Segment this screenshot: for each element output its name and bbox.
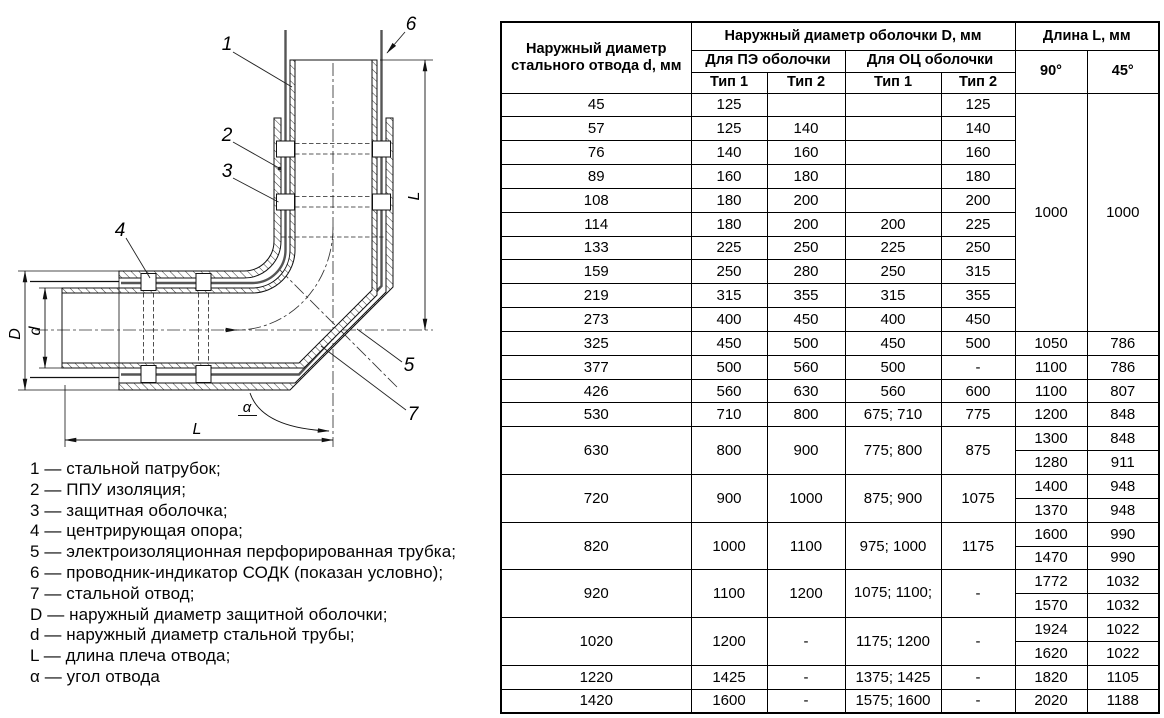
header-oc-type1: Тип 1 (845, 72, 941, 93)
table-row (501, 570, 1159, 594)
cell-l90: 1100 (1015, 355, 1087, 379)
cell-l90: 1000 (1015, 93, 1087, 331)
cell-pe1: 180 (691, 212, 767, 236)
cell-oc2: - (941, 570, 1015, 618)
cell-oc2: - (941, 689, 1015, 713)
cell-pe1: 225 (691, 236, 767, 260)
cell-oc2: 200 (941, 188, 1015, 212)
cell-l90: 1100 (1015, 379, 1087, 403)
cell-oc2: 125 (941, 93, 1015, 117)
header-shell-diameter-group: Наружный диаметр оболочки D, мм (691, 22, 1015, 50)
cell-oc2: 160 (941, 141, 1015, 165)
cell-oc2: 1175 (941, 522, 1015, 570)
cell-l45: 1032 (1087, 594, 1159, 618)
cell-l45: 786 (1087, 355, 1159, 379)
cell-oc1: 400 (845, 308, 941, 332)
legend-item: d — наружный диаметр стальной трубы; (30, 625, 355, 645)
cell-pe2: 630 (767, 379, 845, 403)
cell-pe2: 180 (767, 165, 845, 189)
cell-pe2: 500 (767, 331, 845, 355)
cell-oc1: 315 (845, 284, 941, 308)
cell-oc1: 250 (845, 260, 941, 284)
cell-oc2: 355 (941, 284, 1015, 308)
cell-oc2: 500 (941, 331, 1015, 355)
cell-pe2: - (767, 665, 845, 689)
cell-oc1 (845, 93, 941, 117)
cell-pe2: 355 (767, 284, 845, 308)
cell-oc1: 1575; 1600 (845, 689, 941, 713)
cell-pe1: 1600 (691, 689, 767, 713)
cell-l90: 1200 (1015, 403, 1087, 427)
steel-pipe-walls (62, 60, 377, 368)
table-row (501, 475, 1159, 499)
dim-label-L-side: L (406, 191, 423, 201)
legend-item: 7 — стальной отвод; (30, 583, 195, 603)
cell-d: 108 (501, 188, 691, 212)
cell-d: 720 (501, 475, 691, 523)
cell-l45: 990 (1087, 546, 1159, 570)
cell-pe2 (767, 93, 845, 117)
table-row (501, 665, 1159, 689)
cell-pe1: 1200 (691, 618, 767, 666)
cell-pe2: 900 (767, 427, 845, 475)
callout-1: 1 (221, 34, 233, 55)
dim-label-L-bottom: L (192, 421, 202, 438)
cell-d: 630 (501, 427, 691, 475)
cell-oc1: 500 (845, 355, 941, 379)
legend-item: 6 — проводник-индикатор СОДК (показан условно); (30, 562, 444, 582)
cell-d: 57 (501, 117, 691, 141)
dim-label-d: d (27, 326, 44, 336)
cell-oc1 (845, 117, 941, 141)
cell-d: 325 (501, 331, 691, 355)
cell-d: 426 (501, 379, 691, 403)
cell-oc2: 450 (941, 308, 1015, 332)
table-row (501, 403, 1159, 427)
table-row (501, 355, 1159, 379)
header-length-group: Длина L, мм (1015, 22, 1159, 50)
cell-oc1: 1075; 1100; (845, 570, 941, 618)
cell-oc1: 200 (845, 212, 941, 236)
header-pe-type2: Тип 2 (767, 72, 845, 93)
cell-d: 1020 (501, 618, 691, 666)
cell-l45: 1105 (1087, 665, 1159, 689)
cell-l90: 1924 (1015, 618, 1087, 642)
cell-l45: 948 (1087, 498, 1159, 522)
callout-5: 5 (403, 355, 415, 376)
elbow-technical-drawing (0, 0, 497, 460)
legend-item: α — угол отвода (30, 666, 160, 686)
legend-item: D — наружный диаметр защитной оболочки; (30, 604, 388, 624)
cell-oc1: 225 (845, 236, 941, 260)
header-90deg: 90° (1015, 50, 1087, 93)
cell-l90: 1470 (1015, 546, 1087, 570)
cell-pe1: 180 (691, 188, 767, 212)
dim-label-D: D (7, 328, 24, 340)
cell-l90: 1280 (1015, 451, 1087, 475)
table-row (501, 427, 1159, 451)
cell-oc1 (845, 165, 941, 189)
callout-3: 3 (221, 161, 233, 182)
cell-oc1: 1175; 1200 (845, 618, 941, 666)
cell-d: 89 (501, 165, 691, 189)
cell-pe1: 400 (691, 308, 767, 332)
cell-l45: 848 (1087, 403, 1159, 427)
header-steel-diameter: Наружный диаметр стального отвода d, мм (501, 22, 691, 93)
cell-d: 273 (501, 308, 691, 332)
cell-pe2: 800 (767, 403, 845, 427)
header-45deg: 45° (1087, 50, 1159, 93)
cell-l45: 1188 (1087, 689, 1159, 713)
cell-oc2: 600 (941, 379, 1015, 403)
cell-l90: 1772 (1015, 570, 1087, 594)
spec-table-head (501, 22, 1159, 93)
cell-pe1: 140 (691, 141, 767, 165)
legend-item: 5 — электроизоляционная перфорированная трубка; (30, 542, 457, 562)
cell-oc1: 675; 710 (845, 403, 941, 427)
cell-l90: 1820 (1015, 665, 1087, 689)
cell-oc1: 975; 1000 (845, 522, 941, 570)
cell-pe1: 125 (691, 117, 767, 141)
cell-d: 820 (501, 522, 691, 570)
cell-l45: 990 (1087, 522, 1159, 546)
cell-d: 76 (501, 141, 691, 165)
cell-l90: 1570 (1015, 594, 1087, 618)
cell-pe2: 250 (767, 236, 845, 260)
cell-d: 114 (501, 212, 691, 236)
cell-pe1: 710 (691, 403, 767, 427)
cell-l45: 948 (1087, 475, 1159, 499)
cell-oc2: 180 (941, 165, 1015, 189)
cell-l45: 1032 (1087, 570, 1159, 594)
cell-pe2: 140 (767, 117, 845, 141)
cell-oc1: 875; 900 (845, 475, 941, 523)
legend-item: 1 — стальной патрубок; (30, 459, 221, 478)
cell-oc2: 250 (941, 236, 1015, 260)
legend-item: 4 — центрирующая опора; (30, 521, 243, 541)
spec-table-body (501, 93, 1159, 713)
cell-pe2: 200 (767, 212, 845, 236)
elbow-drawing-svg (0, 0, 497, 460)
cell-d: 133 (501, 236, 691, 260)
cell-l90: 1300 (1015, 427, 1087, 451)
callout-6: 6 (405, 14, 417, 35)
cell-pe1: 800 (691, 427, 767, 475)
cell-pe1: 250 (691, 260, 767, 284)
cell-d: 1420 (501, 689, 691, 713)
cell-pe2: 450 (767, 308, 845, 332)
cell-pe1: 125 (691, 93, 767, 117)
cell-pe1: 450 (691, 331, 767, 355)
cell-d: 159 (501, 260, 691, 284)
cell-oc2: - (941, 618, 1015, 666)
cell-oc2: - (941, 355, 1015, 379)
spec-table (500, 21, 1160, 714)
table-row (501, 379, 1159, 403)
cell-oc1: 560 (845, 379, 941, 403)
cell-pe2: 1000 (767, 475, 845, 523)
table-row (501, 618, 1159, 642)
header-oc-shell: Для ОЦ оболочки (845, 50, 1015, 72)
callout-2: 2 (221, 125, 233, 146)
cell-d: 530 (501, 403, 691, 427)
cell-l90: 1620 (1015, 641, 1087, 665)
cell-oc2: 315 (941, 260, 1015, 284)
cell-oc2: 1075 (941, 475, 1015, 523)
header-pe-shell: Для ПЭ оболочки (691, 50, 845, 72)
casing-walls (119, 118, 393, 390)
cell-d: 920 (501, 570, 691, 618)
cell-pe1: 500 (691, 355, 767, 379)
cell-pe1: 1000 (691, 522, 767, 570)
cell-oc2: 775 (941, 403, 1015, 427)
cell-l90: 2020 (1015, 689, 1087, 713)
cell-pe1: 1425 (691, 665, 767, 689)
cell-pe2: - (767, 689, 845, 713)
legend-item: 3 — защитная оболочка; (30, 500, 228, 520)
callout-4: 4 (114, 220, 126, 241)
table-row (501, 689, 1159, 713)
cell-oc1 (845, 188, 941, 212)
leader-dot (278, 167, 281, 170)
cell-l90: 1050 (1015, 331, 1087, 355)
table-row (501, 522, 1159, 546)
cell-oc2: 875 (941, 427, 1015, 475)
dim-label-alpha: α (242, 399, 252, 416)
cell-l45: 911 (1087, 451, 1159, 475)
cell-oc1: 1375; 1425 (845, 665, 941, 689)
header-oc-type2: Тип 2 (941, 72, 1015, 93)
cell-l45: 848 (1087, 427, 1159, 451)
cell-pe1: 900 (691, 475, 767, 523)
legend-item: L — длина плеча отвода; (30, 646, 231, 666)
cell-l45: 1000 (1087, 93, 1159, 331)
cell-l90: 1600 (1015, 522, 1087, 546)
cell-l45: 786 (1087, 331, 1159, 355)
cell-pe2: 560 (767, 355, 845, 379)
cell-oc2: 140 (941, 117, 1015, 141)
legend-item: 2 — ППУ изоляция; (30, 479, 187, 499)
cell-oc2: - (941, 665, 1015, 689)
cell-d: 1220 (501, 665, 691, 689)
cell-pe1: 160 (691, 165, 767, 189)
cell-pe2: 200 (767, 188, 845, 212)
header-pe-type1: Тип 1 (691, 72, 767, 93)
cell-oc1: 775; 800 (845, 427, 941, 475)
cell-d: 219 (501, 284, 691, 308)
cell-pe2: 1200 (767, 570, 845, 618)
callout-7: 7 (407, 404, 419, 425)
table-row (501, 93, 1159, 117)
cell-oc1 (845, 141, 941, 165)
cell-l45: 1022 (1087, 641, 1159, 665)
cell-l90: 1370 (1015, 498, 1087, 522)
cell-l45: 807 (1087, 379, 1159, 403)
cell-oc1: 450 (845, 331, 941, 355)
header-row-1 (501, 22, 1159, 50)
cell-oc2: 225 (941, 212, 1015, 236)
cell-pe1: 560 (691, 379, 767, 403)
cell-l45: 1022 (1087, 618, 1159, 642)
cell-d: 45 (501, 93, 691, 117)
cell-l90: 1400 (1015, 475, 1087, 499)
cell-pe2: 1100 (767, 522, 845, 570)
cell-d: 377 (501, 355, 691, 379)
cell-pe2: 160 (767, 141, 845, 165)
callout-leaders (126, 32, 406, 410)
table-row (501, 331, 1159, 355)
cell-pe1: 1100 (691, 570, 767, 618)
cell-pe2: - (767, 618, 845, 666)
cell-pe1: 315 (691, 284, 767, 308)
cell-pe2: 280 (767, 260, 845, 284)
legend (30, 459, 500, 688)
